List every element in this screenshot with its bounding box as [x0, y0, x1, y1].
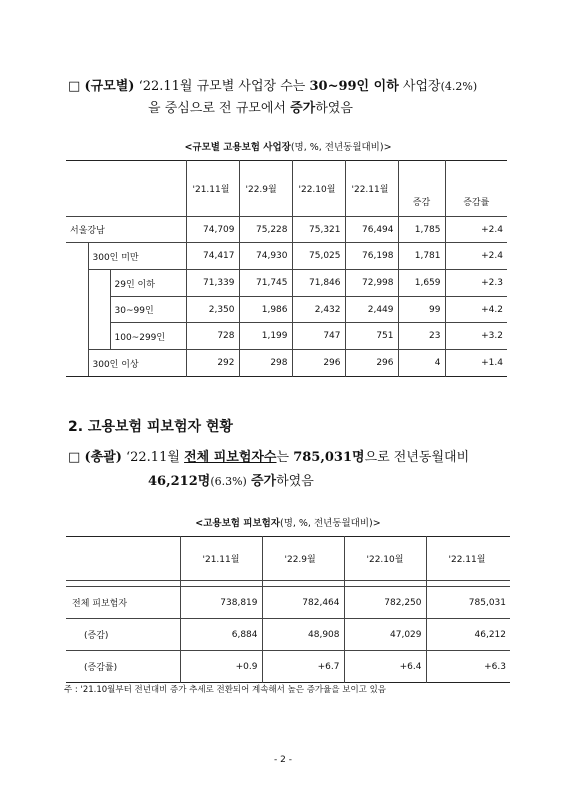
- cell: 2,350: [186, 297, 239, 323]
- text: 하였음: [315, 101, 353, 116]
- cell: 47,029: [344, 619, 426, 651]
- table-row: [66, 350, 507, 377]
- cell: 71,745: [239, 270, 292, 297]
- cell: 99: [398, 297, 445, 323]
- cell: +3.2: [445, 323, 507, 350]
- text: 사업장: [402, 79, 441, 94]
- cell: 72,998: [345, 270, 398, 297]
- cell: +1.4: [445, 350, 507, 377]
- table1-caption: [68, 139, 508, 153]
- table-row: [66, 270, 507, 297]
- row-label: 300인 미만: [88, 243, 186, 270]
- cell: 296: [292, 350, 345, 377]
- cell: 6,884: [180, 619, 262, 651]
- cell: 74,709: [186, 217, 239, 243]
- cell: 296: [345, 350, 398, 377]
- footnote: 주 : '21.10월부터 전년대비 증가 추세로 전환되어 계속해서 높은 증가율을 보이고 있음: [64, 685, 387, 695]
- section2-heading: 2. 고용보험 피보험자 현황: [68, 419, 233, 435]
- cell: 4: [398, 350, 445, 377]
- header-blank: [66, 161, 186, 217]
- text: 하였음: [276, 474, 314, 489]
- cell: 292: [186, 350, 239, 377]
- col-header: '22.11월: [345, 161, 398, 217]
- cell: 46,212: [426, 619, 510, 651]
- text: ‘22.11월 규모별 사업장 수는: [138, 79, 306, 94]
- col-header: '22.10월: [292, 161, 345, 217]
- cell: 2,449: [345, 297, 398, 323]
- cell: 785,031: [426, 587, 510, 619]
- row-label: (증감률): [84, 663, 118, 673]
- cell: 74,417: [186, 243, 239, 270]
- table2-caption: [68, 515, 508, 529]
- cell: 1,986: [239, 297, 292, 323]
- row-label: 29인 이하: [110, 270, 186, 297]
- cell: +2.4: [445, 243, 507, 270]
- table-row: [66, 297, 507, 323]
- table-row: [66, 619, 510, 651]
- cell: 1,659: [398, 270, 445, 297]
- indent-cell: [66, 243, 88, 377]
- cell: 738,819: [180, 587, 262, 619]
- cell: 298: [239, 350, 292, 377]
- cell: 1,785: [398, 217, 445, 243]
- cell: +2.3: [445, 270, 507, 297]
- cell: 1,781: [398, 243, 445, 270]
- row-label: (증감): [66, 619, 180, 651]
- cell: +4.2: [445, 297, 507, 323]
- cell: +0.9: [180, 651, 262, 683]
- text: ‘22.11월: [126, 450, 180, 465]
- cell: 747: [292, 323, 345, 350]
- cell: 71,339: [186, 270, 239, 297]
- caption-units: (명, %, 전년동월대비)>: [279, 518, 381, 529]
- highlight-text: 전체 피보험자수: [184, 450, 277, 465]
- highlight-text: 46,212명: [148, 474, 211, 489]
- row-label: 서울강남: [66, 217, 186, 243]
- caption-units: (명, %, 전년동월대비)>: [290, 142, 392, 153]
- highlight-text: 30~99인 이하: [309, 79, 399, 94]
- cell: +6.4: [344, 651, 426, 683]
- col-header: '21.11월: [186, 161, 239, 217]
- indent-cell: [88, 270, 110, 350]
- cell: 751: [345, 323, 398, 350]
- cell: +6.3: [426, 651, 510, 683]
- page-number: - 2 -: [274, 755, 292, 765]
- cell: 2,432: [292, 297, 345, 323]
- table-row: [66, 217, 507, 243]
- section2-paragraph: [68, 449, 538, 491]
- cell: 71,846: [292, 270, 345, 297]
- highlight-text: 785,031명: [293, 450, 365, 465]
- col-header: '21.11월: [180, 537, 262, 581]
- cell: 782,464: [262, 587, 344, 619]
- caption-title: <고용보험 피보험자: [195, 518, 280, 529]
- table-business-by-size: [66, 160, 507, 377]
- row-label: 100~299인: [110, 323, 186, 350]
- cell: 75,321: [292, 217, 345, 243]
- table-row: [66, 323, 507, 350]
- cell: 75,228: [239, 217, 292, 243]
- cell: 48,908: [262, 619, 344, 651]
- text: 으로 전년동월대비: [364, 450, 470, 465]
- cell: 74,930: [239, 243, 292, 270]
- category-tag: (규모별): [84, 79, 135, 94]
- text: (6.3%): [210, 475, 247, 488]
- row-label: 30~99인: [110, 297, 186, 323]
- text: 을 중심으로 전 규모에서: [148, 101, 286, 116]
- cell: 782,250: [344, 587, 426, 619]
- cell: +6.7: [262, 651, 344, 683]
- table-row: [66, 243, 507, 270]
- col-header: 증감률: [445, 161, 507, 217]
- header-blank: [66, 537, 180, 581]
- cell: 23: [398, 323, 445, 350]
- checkbox-icon: □: [68, 450, 81, 465]
- checkbox-icon: □: [68, 79, 81, 94]
- highlight-text: 증가: [250, 474, 277, 489]
- table-insured-persons: [66, 536, 510, 683]
- cell: 76,198: [345, 243, 398, 270]
- col-header: '22.9월: [239, 161, 292, 217]
- row-label: 전체 피보험자: [66, 587, 180, 619]
- col-header: '22.9월: [262, 537, 344, 581]
- cell: 75,025: [292, 243, 345, 270]
- cell: +2.4: [445, 217, 507, 243]
- caption-title: <규모별 고용보험 사업장: [184, 142, 291, 153]
- section1-paragraph: [68, 78, 538, 118]
- col-header: 증감: [398, 161, 445, 217]
- table-row: [66, 651, 510, 683]
- row-label: 300인 이상: [92, 359, 139, 370]
- text: (4.2%): [440, 80, 478, 93]
- text: 는: [276, 450, 290, 465]
- category-tag: (총괄): [84, 450, 122, 465]
- cell: 728: [186, 323, 239, 350]
- cell: 1,199: [239, 323, 292, 350]
- cell: 76,494: [345, 217, 398, 243]
- col-header: '22.11월: [426, 537, 510, 581]
- col-header: '22.10월: [344, 537, 426, 581]
- table-row: [66, 587, 510, 619]
- highlight-text: 증가: [290, 101, 316, 116]
